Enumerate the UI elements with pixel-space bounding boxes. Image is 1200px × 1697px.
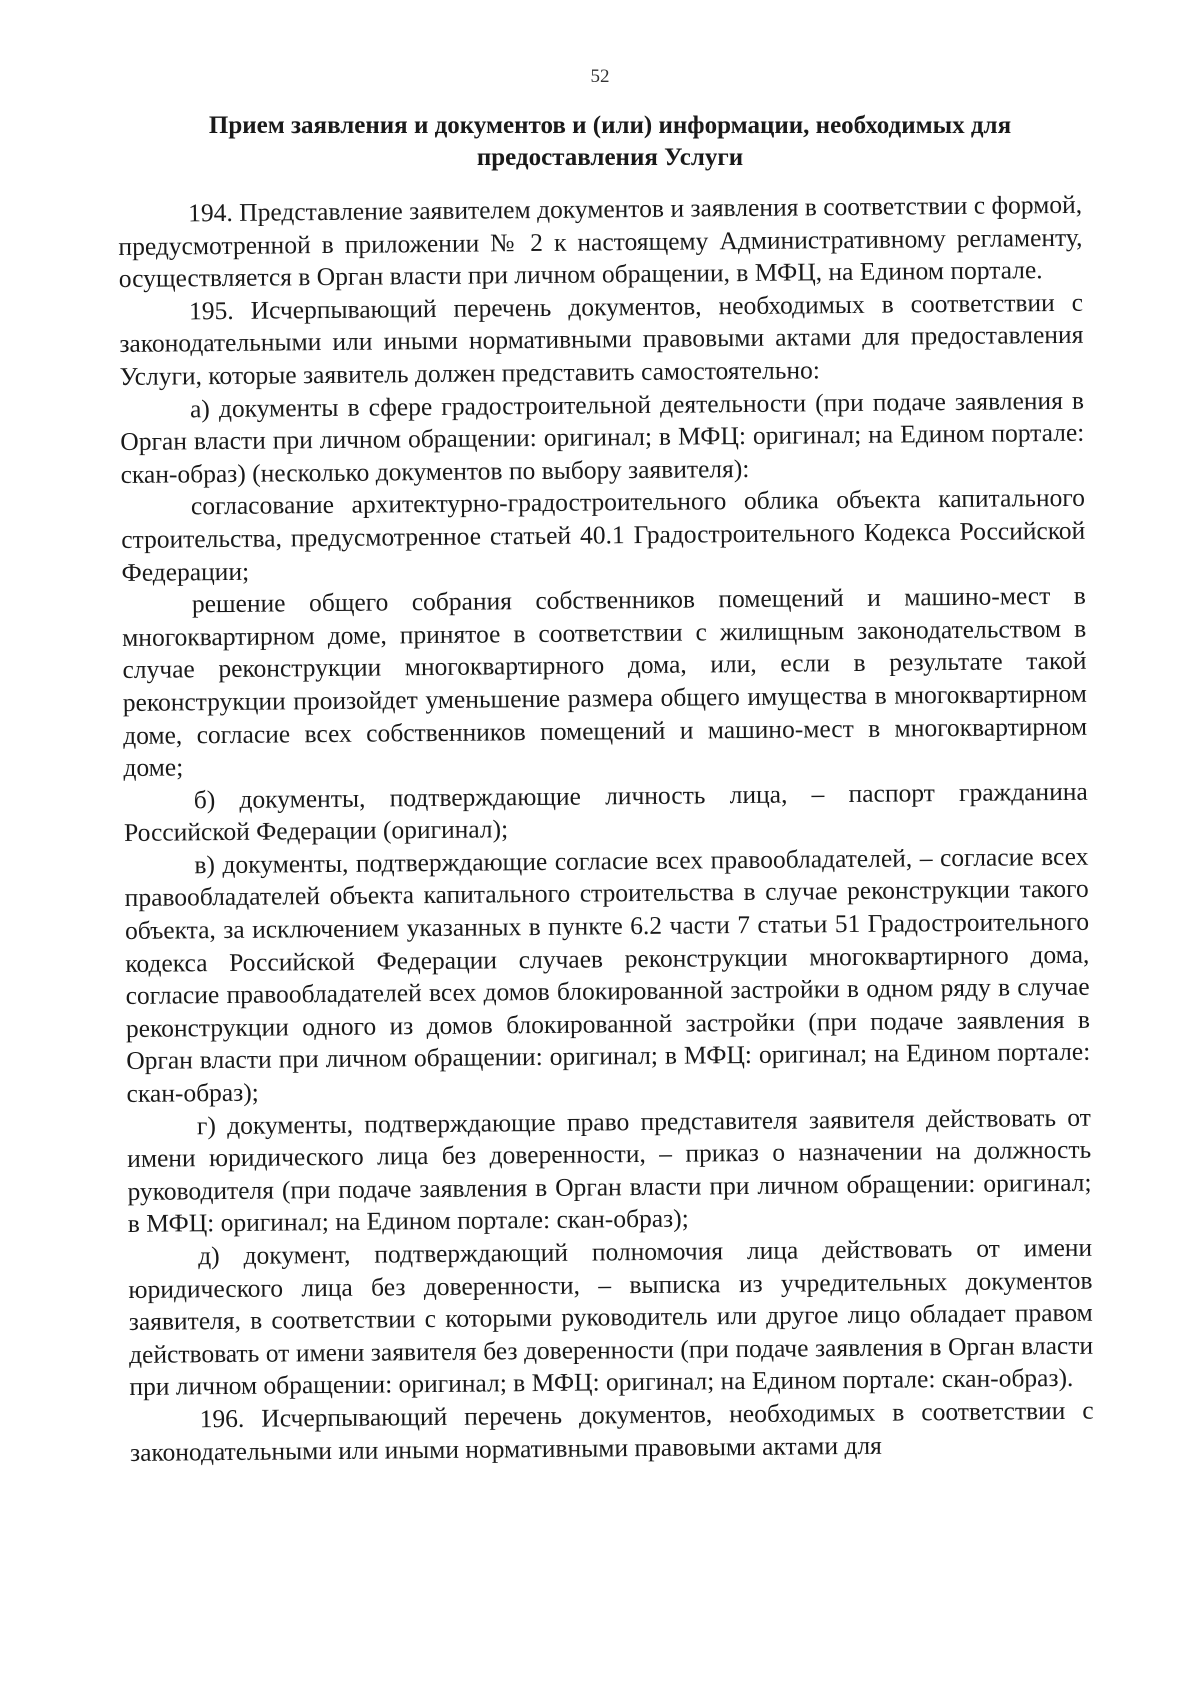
document-body — [118, 189, 1094, 1469]
section-title: Прием заявления и документов и (или) информации, необходимых для предоставления Услуги — [208, 112, 1012, 171]
item-a-approval: согласование архитектурно-градостроительного облика объекта капитального строительства, предусмотренное статьей 40.1 Градостроительного Кодекса Российской Федерации; — [121, 483, 1086, 587]
paragraph-195: 195. Исчерпывающий перечень документов, необходимых в соответствии с законодательными или иными нормативными правовыми актами для предоставления Услуги, которые заявитель должен представить самостоятельно: — [119, 287, 1084, 391]
item-a-owners-decision: решение общего собрания собственников помещений и машино-мест в многоквартирном доме, принятое в соответствии с жилищным законодательством в случае реконструкции многоквартирного дома, или, если в результате такой реконструкции произойдет уменьшение размера общего имущества в многоквартирном доме, согласие всех собственников помещений и машино-мест в многоквартирном доме; — [122, 580, 1088, 783]
page-number: 52 — [590, 66, 610, 87]
item-v: в) документы, подтверждающие согласие всех правообладателей, – согласие всех правообладателей объекта капитального строительства в случае реконструкции такого объекта, за исключением указанных в пункте 6.2 части 7 статьи 51 Градостроительного кодекса Российской Федерации случаев реконструкции многоквартирного дома, согласие правообладателей всех домов блокированной застройки в одном ряду в случае реконструкции одного из домов блокированной застройки (при подаче заявления в Орган власти при личном обращении: оригинал; в МФЦ: оригинал; на Едином портале: скан-образ); — [124, 841, 1091, 1108]
item-b: б) документы, подтверждающие личность лица, – паспорт гражданина Российской Федерации (оригинал); — [123, 776, 1088, 848]
paragraph-196: 196. Исчерпывающий перечень документов, необходимых в соответствии с законодательными или иными нормативными правовыми актами для — [129, 1395, 1094, 1467]
item-d: д) документ, подтверждающий полномочия лица действовать от имени юридического лица без доверенности, – выписка из учредительных документов заявителя, в соответствии с которыми руководитель или другое лицо обладает правом действовать от имени заявителя без доверенности (при подаче заявления в Орган власти при личном обращении: оригинал; в МФЦ: оригинал; на Едином портале: скан-образ). — [128, 1232, 1094, 1402]
paragraph-194: 194. Представление заявителем документов и заявления в соответствии с формой, предусмотренной в приложении № 2 к настоящему Административному регламенту, осуществляется в Орган власти при личном обращении, в МФЦ, на Едином портале. — [118, 189, 1083, 294]
item-a: а) документы в сфере градостроительной деятельности (при подаче заявления в Орган власти при личном обращении: оригинал; в МФЦ: оригинал; на Едином портале: скан-образ) (несколько документов по выбору заявителя): — [120, 385, 1085, 489]
item-g: г) документы, подтверждающие право представителя заявителя действовать от имени юридического лица без доверенности, – приказ о назначении на должность руководителя (при подаче заявления в Орган власти при личном обращении: оригинал; в МФЦ: оригинал; на Едином портале: скан-образ); — [127, 1102, 1092, 1239]
